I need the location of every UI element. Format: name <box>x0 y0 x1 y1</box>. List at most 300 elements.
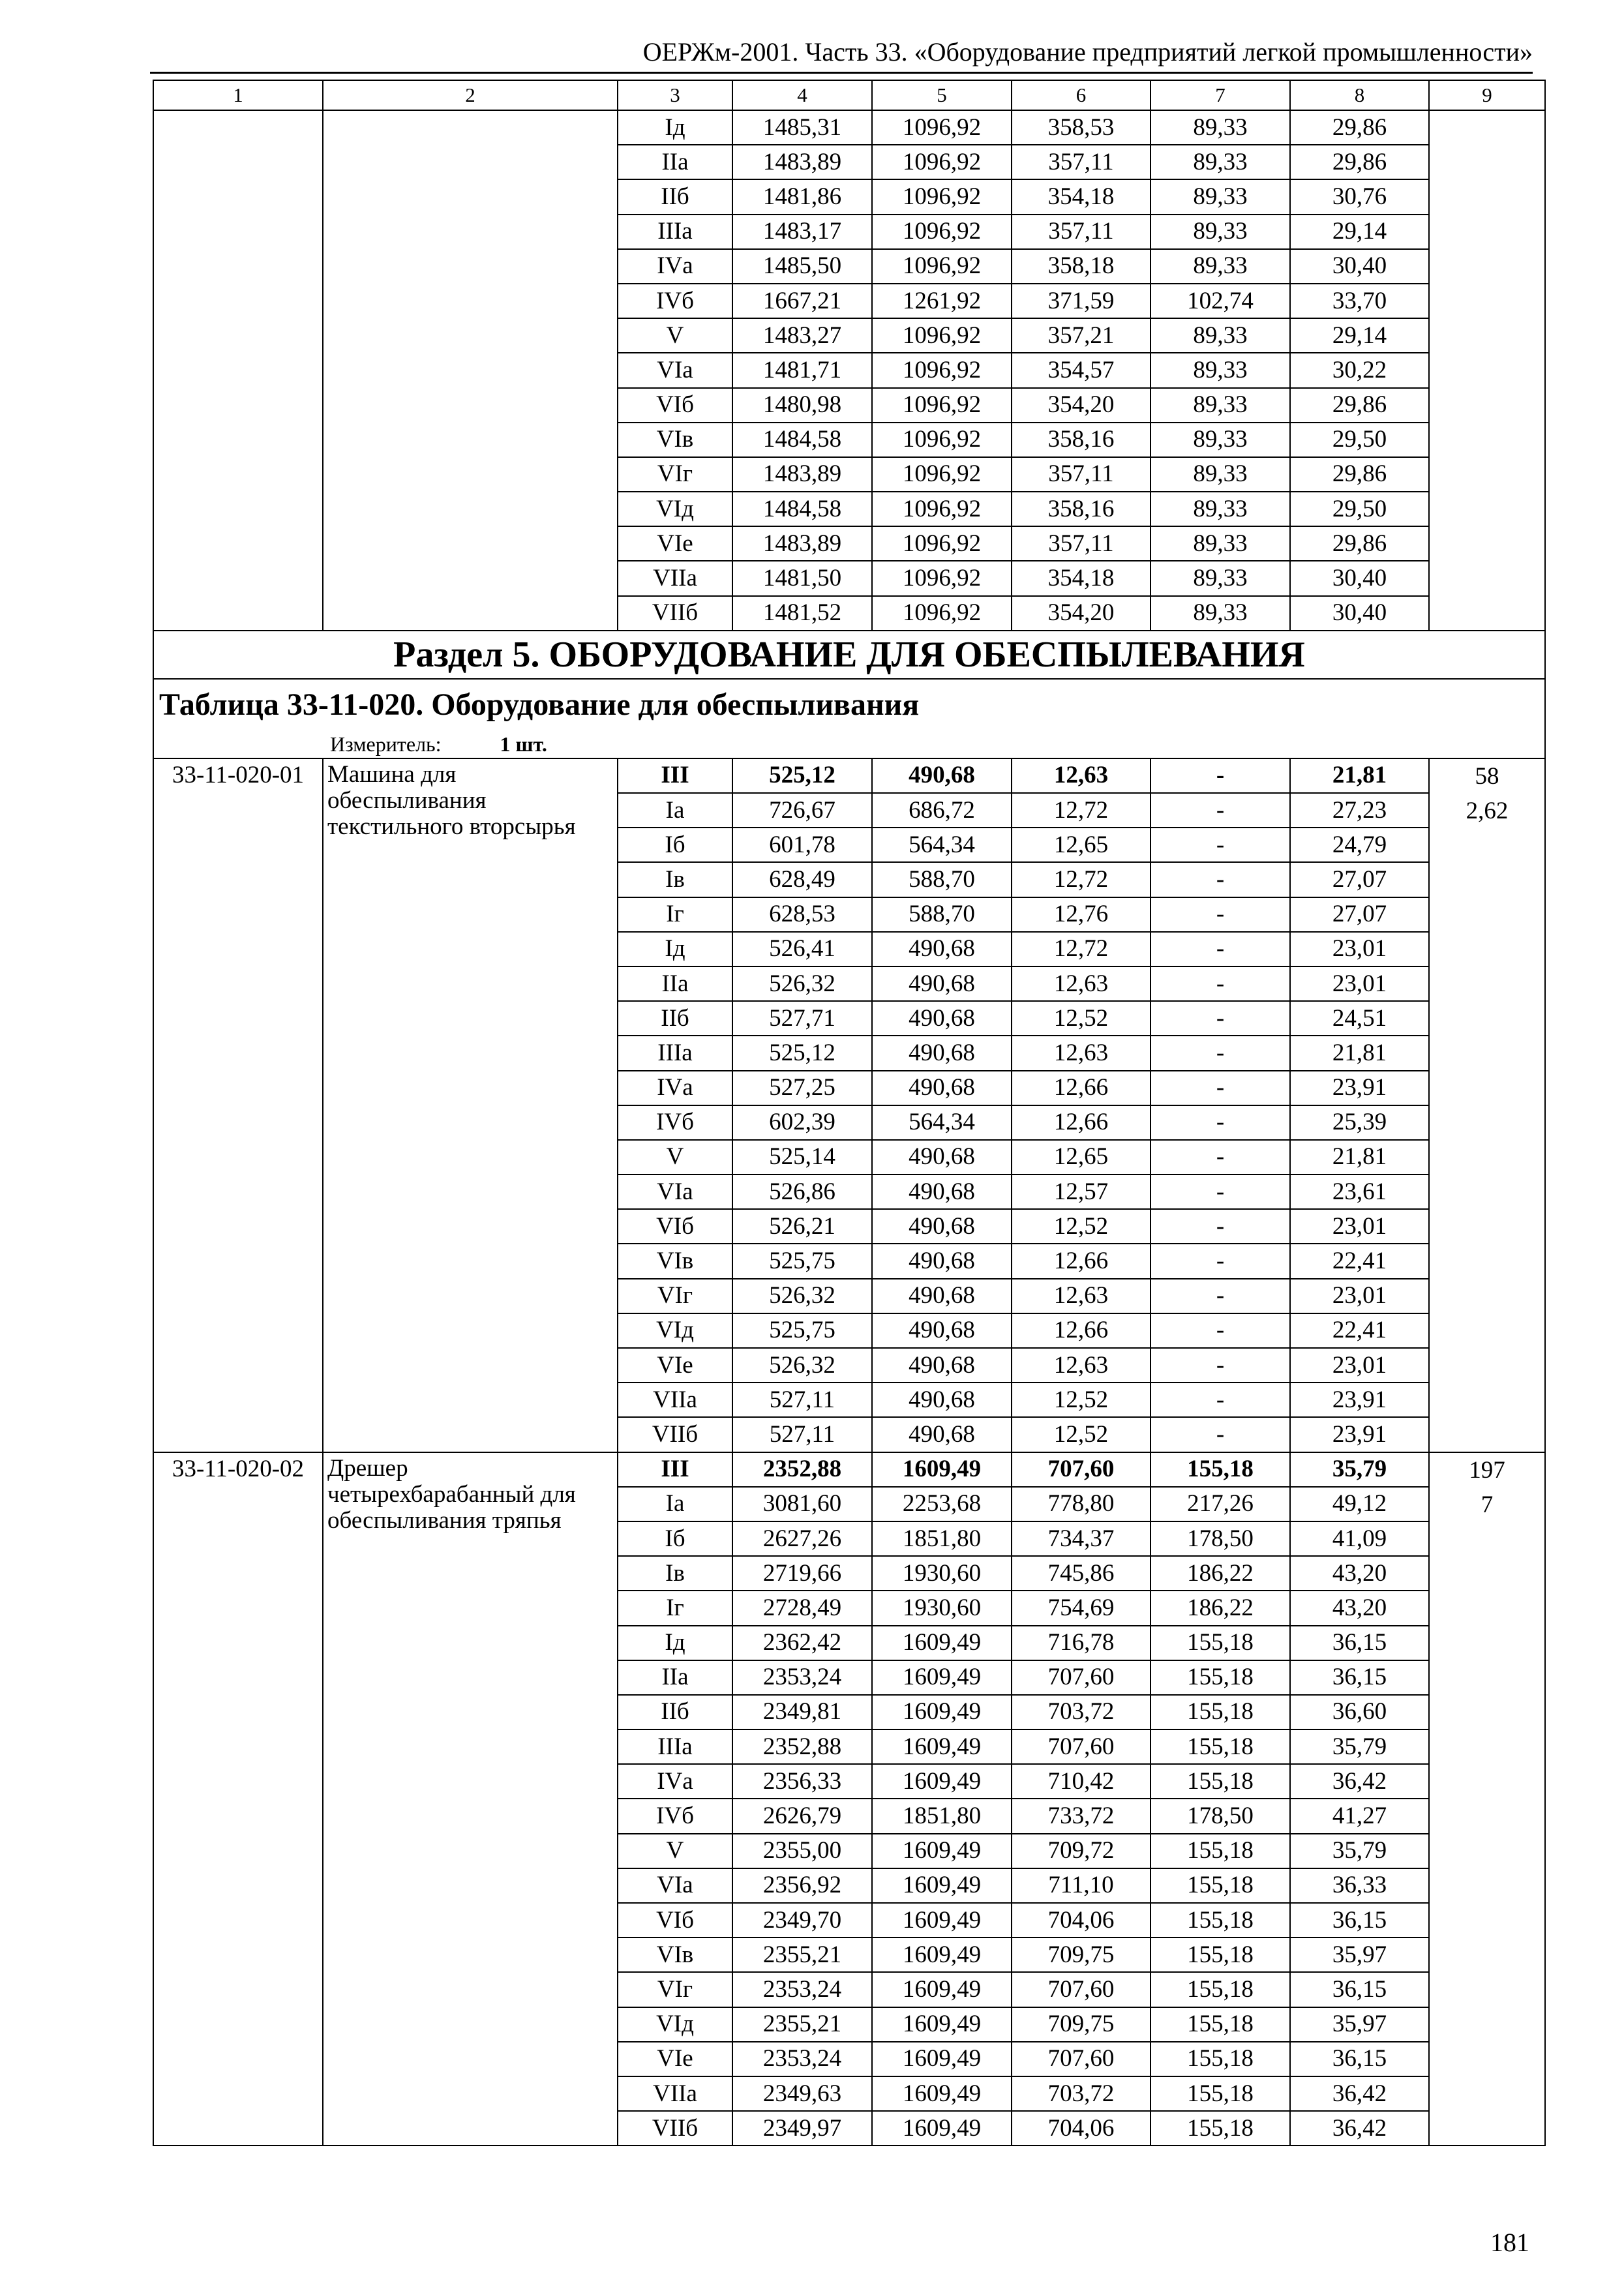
table-cell: 23,01 <box>1290 1209 1429 1244</box>
table-cell: 711,10 <box>1012 1868 1150 1903</box>
table-cell: 29,50 <box>1290 423 1429 457</box>
table-cell: 2349,97 <box>732 2111 872 2146</box>
table-cell: IIIа <box>618 1729 732 1764</box>
table-cell: 1930,60 <box>872 1591 1012 1625</box>
table-cell: 2349,81 <box>732 1695 872 1729</box>
table-cell: 2626,79 <box>732 1799 872 1833</box>
table-cell: 43,20 <box>1290 1556 1429 1591</box>
table-cell: 1609,49 <box>872 1834 1012 1868</box>
table-cell: 12,72 <box>1012 793 1150 828</box>
table-cell: 89,33 <box>1150 492 1290 526</box>
table-cell: 35,97 <box>1290 2007 1429 2042</box>
table-cell: VIд <box>618 1313 732 1348</box>
table-cell: 1667,21 <box>732 284 872 318</box>
table-cell: VIв <box>618 1937 732 1972</box>
table-cell: 29,14 <box>1290 318 1429 353</box>
table-cell: IIб <box>618 179 732 214</box>
table-cell: 745,86 <box>1012 1556 1150 1591</box>
table-cell: 41,09 <box>1290 1521 1429 1556</box>
table-cell: 155,18 <box>1150 1660 1290 1695</box>
table-cell: 601,78 <box>732 828 872 862</box>
table-cell: III <box>618 1452 732 1487</box>
item-name: Машина для обеспыливания текстильного вторсырья <box>323 758 618 1452</box>
table-cell: 1096,92 <box>872 179 1012 214</box>
table-cell: 754,69 <box>1012 1591 1150 1625</box>
table-cell: 30,40 <box>1290 249 1429 284</box>
table-cell: 1096,92 <box>872 457 1012 492</box>
table-cell: 155,18 <box>1150 2076 1290 2111</box>
table-cell: 35,79 <box>1290 1834 1429 1868</box>
table-cell: 354,18 <box>1012 179 1150 214</box>
table-cell: VIб <box>618 388 732 423</box>
table-cell: 89,33 <box>1150 423 1290 457</box>
table-cell: 155,18 <box>1150 1903 1290 1937</box>
table-cell: IIа <box>618 1660 732 1695</box>
code-cell <box>153 110 323 631</box>
table-cell: 29,86 <box>1290 457 1429 492</box>
table-cell: 155,18 <box>1150 1937 1290 1972</box>
table-cell: 686,72 <box>872 793 1012 828</box>
table-cell: 36,15 <box>1290 2042 1429 2076</box>
table-cell: 22,41 <box>1290 1313 1429 1348</box>
section-row <box>153 631 1545 679</box>
table-cell: 89,33 <box>1150 110 1290 145</box>
table-cell: - <box>1150 1036 1290 1070</box>
table-cell: 23,91 <box>1290 1071 1429 1105</box>
table-cell: 564,34 <box>872 828 1012 862</box>
table-cell: 89,33 <box>1150 249 1290 284</box>
table-cell: 155,18 <box>1150 1972 1290 2007</box>
table-cell: 89,33 <box>1150 353 1290 387</box>
table-cell: 1483,89 <box>732 457 872 492</box>
table-cell: 1481,52 <box>732 596 872 631</box>
table-cell: 1096,92 <box>872 561 1012 595</box>
table-cell: 527,11 <box>732 1383 872 1417</box>
unit-label: Измеритель: <box>330 732 442 756</box>
table-cell: VIIа <box>618 1383 732 1417</box>
table-cell: 89,33 <box>1150 318 1290 353</box>
table-cell: 564,34 <box>872 1105 1012 1140</box>
page-header: ОЕРЖм-2001. Часть 33. «Оборудование предприятий легкой промышленности» <box>642 37 1533 67</box>
table-cell: 24,79 <box>1290 828 1429 862</box>
table-cell: 155,18 <box>1150 2007 1290 2042</box>
table-cell: 1483,89 <box>732 526 872 561</box>
table-cell: 155,18 <box>1150 1626 1290 1660</box>
table-cell: 526,32 <box>732 966 872 1001</box>
table-cell: 23,01 <box>1290 966 1429 1001</box>
col9-cell <box>1429 110 1545 631</box>
table-cell: 23,91 <box>1290 1417 1429 1452</box>
table-cell: 12,72 <box>1012 862 1150 897</box>
table-cell: 357,11 <box>1012 526 1150 561</box>
table-cell: VIб <box>618 1209 732 1244</box>
table-cell: IIб <box>618 1001 732 1036</box>
table-cell: 357,11 <box>1012 145 1150 179</box>
table-cell: 707,60 <box>1012 2042 1150 2076</box>
table-cell: 357,11 <box>1012 457 1150 492</box>
table-cell: 2728,49 <box>732 1591 872 1625</box>
table-cell: 29,86 <box>1290 526 1429 561</box>
table-cell: 357,21 <box>1012 318 1150 353</box>
item-code: 33-11-020-02 <box>153 1452 323 2146</box>
table-cell: 490,68 <box>872 1348 1012 1383</box>
table-cell: 1096,92 <box>872 423 1012 457</box>
table-cell: - <box>1150 1417 1290 1452</box>
table-cell: 2349,70 <box>732 1903 872 1937</box>
table-cell: 12,66 <box>1012 1313 1150 1348</box>
table-cell: 89,33 <box>1150 388 1290 423</box>
table-cell: 490,68 <box>872 1279 1012 1313</box>
table-cell: 1485,31 <box>732 110 872 145</box>
table-cell: 709,72 <box>1012 1834 1150 1868</box>
table-cell: 1485,50 <box>732 249 872 284</box>
table-cell: 1609,49 <box>872 1764 1012 1799</box>
table-cell: Iв <box>618 862 732 897</box>
table-cell: 707,60 <box>1012 1660 1150 1695</box>
table-cell: 1096,92 <box>872 388 1012 423</box>
table-cell: 155,18 <box>1150 1868 1290 1903</box>
table-cell: IVа <box>618 249 732 284</box>
table-cell: 89,33 <box>1150 596 1290 631</box>
table-cell: 490,68 <box>872 1313 1012 1348</box>
table-cell: 490,68 <box>872 758 1012 793</box>
table-cell: 2352,88 <box>732 1729 872 1764</box>
table-cell: 490,68 <box>872 1209 1012 1244</box>
table-cell: 1483,17 <box>732 215 872 249</box>
table-cell: 628,49 <box>732 862 872 897</box>
table-cell: 526,32 <box>732 1279 872 1313</box>
table-row <box>153 1452 1545 1487</box>
table-cell: 2353,24 <box>732 2042 872 2076</box>
table-cell: 217,26 <box>1150 1487 1290 1521</box>
table-cell: 12,66 <box>1012 1244 1150 1278</box>
table-cell: 525,12 <box>732 1036 872 1070</box>
table-cell: VIв <box>618 1244 732 1278</box>
table-cell: - <box>1150 1209 1290 1244</box>
table-cell: 526,21 <box>732 1209 872 1244</box>
table-cell: 2353,24 <box>732 1972 872 2007</box>
table-cell: 2355,21 <box>732 2007 872 2042</box>
table-cell: 527,71 <box>732 1001 872 1036</box>
table-cell: 12,66 <box>1012 1071 1150 1105</box>
table-cell: 707,60 <box>1012 1452 1150 1487</box>
table-cell: 33,70 <box>1290 284 1429 318</box>
table-cell: 1609,49 <box>872 1937 1012 1972</box>
table-cell: IVб <box>618 284 732 318</box>
table-cell: 21,81 <box>1290 1140 1429 1174</box>
table-cell: 525,75 <box>732 1313 872 1348</box>
table-cell: 89,33 <box>1150 561 1290 595</box>
table-cell: IVа <box>618 1764 732 1799</box>
table-cell: VIв <box>618 423 732 457</box>
table-cell: 27,07 <box>1290 862 1429 897</box>
unit-value: 1 шт. <box>500 732 547 756</box>
table-cell: 358,53 <box>1012 110 1150 145</box>
table-cell: 525,14 <box>732 1140 872 1174</box>
table-cell: IIб <box>618 1695 732 1729</box>
table-cell: 12,63 <box>1012 758 1150 793</box>
table-cell: 21,81 <box>1290 758 1429 793</box>
table-cell: Iд <box>618 110 732 145</box>
table-cell: 733,72 <box>1012 1799 1150 1833</box>
table-cell: 1609,49 <box>872 1729 1012 1764</box>
table-cell: 1609,49 <box>872 1695 1012 1729</box>
table-cell: 1609,49 <box>872 1972 1012 2007</box>
table-cell: 709,75 <box>1012 2007 1150 2042</box>
table-cell: 155,18 <box>1150 1764 1290 1799</box>
table-cell: 602,39 <box>732 1105 872 1140</box>
table-cell: 709,75 <box>1012 1937 1150 1972</box>
table-cell: Iд <box>618 1626 732 1660</box>
table-cell: 12,65 <box>1012 1140 1150 1174</box>
table-cell: - <box>1150 1174 1290 1209</box>
table-cell: 29,86 <box>1290 145 1429 179</box>
table-cell: 1609,49 <box>872 1903 1012 1937</box>
column-number-cell: 5 <box>872 80 1012 110</box>
table-cell: VIIб <box>618 596 732 631</box>
table-cell: 1481,71 <box>732 353 872 387</box>
table-cell: Iб <box>618 1521 732 1556</box>
table-cell: - <box>1150 932 1290 966</box>
table-cell: 371,59 <box>1012 284 1150 318</box>
table-cell: 1609,49 <box>872 1868 1012 1903</box>
table-title-row <box>153 679 1545 758</box>
table-cell: IVб <box>618 1799 732 1833</box>
table-cell: 23,01 <box>1290 1348 1429 1383</box>
table-cell: VIе <box>618 526 732 561</box>
table-cell: 89,33 <box>1150 145 1290 179</box>
table-cell: 490,68 <box>872 1174 1012 1209</box>
col9-value: 197 <box>1469 1456 1505 1484</box>
item-name: Дрешер четырехбарабанный для обеспыливания тряпья <box>323 1452 618 2146</box>
table-cell: 490,68 <box>872 1383 1012 1417</box>
page-number: 181 <box>1490 2228 1529 2257</box>
item-code: 33-11-020-01 <box>153 758 323 1452</box>
table-cell: 707,60 <box>1012 1972 1150 2007</box>
table-cell: 36,33 <box>1290 1868 1429 1903</box>
header-rule <box>150 72 1533 74</box>
column-number-cell: 3 <box>618 80 732 110</box>
table-cell: 155,18 <box>1150 1834 1290 1868</box>
table-cell: IVб <box>618 1105 732 1140</box>
table-cell: 525,75 <box>732 1244 872 1278</box>
table-cell: 12,63 <box>1012 1036 1150 1070</box>
table-cell: - <box>1150 1071 1290 1105</box>
table-cell: 2353,24 <box>732 1660 872 1695</box>
table-cell: 186,22 <box>1150 1591 1290 1625</box>
table-cell: 2349,63 <box>732 2076 872 2111</box>
table-cell: 526,86 <box>732 1174 872 1209</box>
table-cell: 1483,89 <box>732 145 872 179</box>
table-cell: 357,11 <box>1012 215 1150 249</box>
table-cell: 490,68 <box>872 1036 1012 1070</box>
table-cell: 490,68 <box>872 1417 1012 1452</box>
table-cell: 1096,92 <box>872 145 1012 179</box>
table-cell: 1481,50 <box>732 561 872 595</box>
table-title: Таблица 33-11-020. Оборудование для обеспыливания <box>159 687 920 722</box>
table-cell: 30,40 <box>1290 596 1429 631</box>
table-cell: Iб <box>618 828 732 862</box>
table-cell: 36,42 <box>1290 1764 1429 1799</box>
table-cell: 358,16 <box>1012 492 1150 526</box>
col9-value: 7 <box>1481 1491 1494 1518</box>
table-cell: 1096,92 <box>872 215 1012 249</box>
table-cell: 36,15 <box>1290 1660 1429 1695</box>
table-cell: 703,72 <box>1012 2076 1150 2111</box>
table-cell: 354,18 <box>1012 561 1150 595</box>
table-cell: 12,63 <box>1012 966 1150 1001</box>
table-cell: 358,16 <box>1012 423 1150 457</box>
table-cell: 30,76 <box>1290 179 1429 214</box>
table-cell: 1851,80 <box>872 1521 1012 1556</box>
table-cell: 21,81 <box>1290 1036 1429 1070</box>
table-cell: 778,80 <box>1012 1487 1150 1521</box>
table-cell: Iг <box>618 897 732 932</box>
table-cell: IIIа <box>618 215 732 249</box>
table-cell: 1484,58 <box>732 423 872 457</box>
col9-cell <box>1429 1452 1545 2146</box>
table-row <box>153 110 1545 145</box>
table-cell: 2355,21 <box>732 1937 872 1972</box>
table-cell: 41,27 <box>1290 1799 1429 1833</box>
column-number-cell: 6 <box>1012 80 1150 110</box>
table-cell: IIIа <box>618 1036 732 1070</box>
column-number-cell: 2 <box>323 80 618 110</box>
table-cell: VIе <box>618 1348 732 1383</box>
table-cell: VIIа <box>618 2076 732 2111</box>
column-number-row <box>153 80 1545 110</box>
table-cell: 102,74 <box>1150 284 1290 318</box>
table-cell: 2355,00 <box>732 1834 872 1868</box>
table-cell: 354,20 <box>1012 388 1150 423</box>
table-cell: 354,20 <box>1012 596 1150 631</box>
table-cell: 178,50 <box>1150 1521 1290 1556</box>
table-cell: 1609,49 <box>872 2042 1012 2076</box>
table-cell: - <box>1150 1313 1290 1348</box>
table-cell: - <box>1150 897 1290 932</box>
table-cell: 526,32 <box>732 1348 872 1383</box>
col9-value: 58 <box>1475 762 1499 790</box>
table-cell: 490,68 <box>872 1001 1012 1036</box>
table-cell: Iв <box>618 1556 732 1591</box>
table-row <box>153 758 1545 793</box>
table-cell: - <box>1150 793 1290 828</box>
table-cell: 36,42 <box>1290 2111 1429 2146</box>
table-cell: 35,97 <box>1290 1937 1429 1972</box>
table-cell: VIIб <box>618 1417 732 1452</box>
table-cell: 1609,49 <box>872 2076 1012 2111</box>
table-cell: 155,18 <box>1150 2111 1290 2146</box>
table-cell: 12,76 <box>1012 897 1150 932</box>
table-cell: 23,01 <box>1290 932 1429 966</box>
table-cell: 36,42 <box>1290 2076 1429 2111</box>
table-cell: 155,18 <box>1150 2042 1290 2076</box>
table-cell: 490,68 <box>872 966 1012 1001</box>
table-cell: 1096,92 <box>872 596 1012 631</box>
table-cell: - <box>1150 1383 1290 1417</box>
table-cell: 49,12 <box>1290 1487 1429 1521</box>
table-cell: - <box>1150 1244 1290 1278</box>
table-cell: - <box>1150 1348 1290 1383</box>
table-cell: 354,57 <box>1012 353 1150 387</box>
table-cell: 155,18 <box>1150 1729 1290 1764</box>
table-cell: 526,41 <box>732 932 872 966</box>
table-cell: 186,22 <box>1150 1556 1290 1591</box>
table-cell: 30,40 <box>1290 561 1429 595</box>
table-cell: 2356,92 <box>732 1868 872 1903</box>
table-cell: 29,86 <box>1290 388 1429 423</box>
table-cell: 525,12 <box>732 758 872 793</box>
table-cell: 1484,58 <box>732 492 872 526</box>
table-cell: - <box>1150 1140 1290 1174</box>
unit-line <box>159 732 1539 756</box>
table-cell: V <box>618 1140 732 1174</box>
table-cell: 1930,60 <box>872 1556 1012 1591</box>
table-cell: 12,63 <box>1012 1348 1150 1383</box>
column-number-cell: 8 <box>1290 80 1429 110</box>
table-cell: 12,52 <box>1012 1209 1150 1244</box>
col9-value: 2,62 <box>1466 797 1509 824</box>
table-cell: 703,72 <box>1012 1695 1150 1729</box>
table-cell: 155,18 <box>1150 1452 1290 1487</box>
table-cell: 704,06 <box>1012 1903 1150 1937</box>
table-cell: Iа <box>618 793 732 828</box>
table-cell: 24,51 <box>1290 1001 1429 1036</box>
table-cell: VIа <box>618 1868 732 1903</box>
table-cell: 89,33 <box>1150 526 1290 561</box>
table-cell: 1609,49 <box>872 1452 1012 1487</box>
table-cell: V <box>618 1834 732 1868</box>
table-cell: 23,01 <box>1290 1279 1429 1313</box>
table-cell: - <box>1150 1001 1290 1036</box>
table-cell: 588,70 <box>872 862 1012 897</box>
column-number-cell: 9 <box>1429 80 1545 110</box>
table-cell: - <box>1150 862 1290 897</box>
table-cell: 36,15 <box>1290 1626 1429 1660</box>
name-cell <box>323 110 618 631</box>
table-cell: 23,61 <box>1290 1174 1429 1209</box>
table-cell: VIг <box>618 1972 732 2007</box>
column-number-cell: 7 <box>1150 80 1290 110</box>
table-cell: 358,18 <box>1012 249 1150 284</box>
table-cell: 35,79 <box>1290 1729 1429 1764</box>
table-cell: 12,52 <box>1012 1383 1150 1417</box>
table-cell: 716,78 <box>1012 1626 1150 1660</box>
table-cell: Iг <box>618 1591 732 1625</box>
table-cell: 12,52 <box>1012 1417 1150 1452</box>
table-cell: - <box>1150 1279 1290 1313</box>
table-cell: Iд <box>618 932 732 966</box>
table-cell: 1096,92 <box>872 492 1012 526</box>
table-cell: 1096,92 <box>872 249 1012 284</box>
table-cell: 1096,92 <box>872 318 1012 353</box>
table-cell: 1096,92 <box>872 353 1012 387</box>
table-cell: 89,33 <box>1150 457 1290 492</box>
table-cell: VIб <box>618 1903 732 1937</box>
table-cell: 707,60 <box>1012 1729 1150 1764</box>
table-cell: 1096,92 <box>872 110 1012 145</box>
table-cell: III <box>618 758 732 793</box>
table-cell: - <box>1150 828 1290 862</box>
table-cell: 12,63 <box>1012 1279 1150 1313</box>
table-cell: 89,33 <box>1150 179 1290 214</box>
table-cell: 1609,49 <box>872 1660 1012 1695</box>
table-cell: 36,60 <box>1290 1695 1429 1729</box>
table-cell: 734,37 <box>1012 1521 1150 1556</box>
table-cell: Iа <box>618 1487 732 1521</box>
table-cell: VIIб <box>618 2111 732 2146</box>
table-cell: 2362,42 <box>732 1626 872 1660</box>
